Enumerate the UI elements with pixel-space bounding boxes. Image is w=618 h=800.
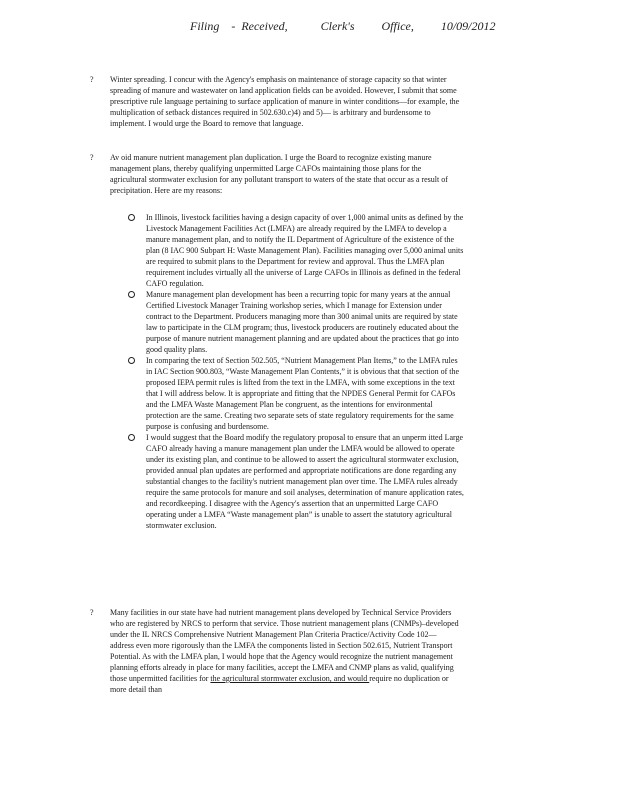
- list-item: [128, 355, 464, 432]
- bullet-marker: ?: [90, 153, 94, 162]
- circle-bullet-icon: [128, 434, 135, 441]
- paragraph-winter-spreading: Winter spreading. I concur with the Agency's emphasis on maintenance of storage capacity so that winter spreading of manure and wastewater on land application fields can be avoided. However, I submit that some prescriptive rule language pertaining to surface application of manure in winter conditions—for example, the multiplication of setback distances required in 502.630.c)4) and 5)— is arbitrary and burdensome to implement. I would urge the Board to remove that language.: [110, 75, 460, 128]
- list-item: [128, 432, 464, 531]
- circle-bullet-icon: [128, 214, 135, 221]
- reason-text: Manure management plan development has been a recurring topic for many years at the annual Certified Livestock Manager Training workshop series, which I manage for Extension under contract to the Department. Producers managing more than 300 animal units are required by state law to participate in the CLM program; thus, livestock producers are routinely educated about the purpose of manure nutrient management planning and are updated about the practices that go into good quality plans.: [146, 290, 459, 354]
- tsp-text-end: require no duplication or more detail than: [110, 674, 449, 694]
- list-item: [128, 289, 464, 355]
- circle-bullet-icon: [128, 357, 135, 364]
- paragraph-plan-duplication: Av oid manure nutrient management plan duplication. I urge the Board to recognize existing manure management plans, thereby qualifying unpermitted Large CAFOs maintaining those plans for the agricultural stormwater exclusion for any pollutant transport to waters of the state that occur as a result of precipitation. Here are my reasons:: [110, 153, 448, 195]
- reason-text: I would suggest that the Board modify the regulatory proposal to ensure that an unperm itted Large CAFO already having a manure management plan under the LMFA would be allowed to operate under its existing plan, and continue to be allowed to assert the agricultural stormwater exclusion, provided annual plan updates are performed and appropriate notifications are done regarding any substantial changes to the facility's nutrient management plan over time. The LMFA rules already require the same protocols for manure and soil analyses, determination of manure application rates, and recordkeeping. I disagree with the Agency's assertion that an unpermitted Large CAFO operating under a LMFA “Waste management plan” is unable to assert the statutory agricultural stormwater exclusion.: [146, 433, 464, 530]
- reasons-list: [128, 212, 464, 531]
- reason-text: In comparing the text of Section 502.505, “Nutrient Management Plan Items,” to the LMFA rules in IAC Section 900.803, “Waste Management Plan Contents,” it is obvious that that section of the proposed IEPA permit rules is lifted from the text in the LMFA, with some exceptions in the text that I will address below. It is appropriate and fitting that the NPDES General Permit for CAFOs and the LMFA Waste Management Plan be congruent, as the intentions for environmental protection are the same. Creating two separate sets of state regulatory requirements for the same purpose is confusing and burdensome.: [146, 356, 460, 431]
- circle-bullet-icon: [128, 291, 135, 298]
- tsp-text-underlined: the agricultural stormwater exclusion, and would: [210, 674, 370, 683]
- reason-text: In Illinois, livestock facilities having a design capacity of over 1,000 animal units as defined by the Livestock Management Facilities Act (LMFA) are already required by the LMFA to develop a manure management plan, and to notify the IL Department of Agriculture of the existence of the plan (8 IAC 900 Subpart H: Waste Management Plan). Facilities managing over 5,000 animal units are required to submit plans to the Department for review and approval. Thus the LMFA plan requirement includes virtually all the universe of Large CAFOs in Illinois as defined in the federal CAFO regulation.: [146, 213, 464, 288]
- list-item: [128, 212, 464, 289]
- bullet-marker: ?: [90, 75, 94, 84]
- filing-header: Filing - Received, Clerk's Office, 10/09/2012: [190, 19, 496, 33]
- tsp-text-main: Many facilities in our state have had nutrient management plans developed by Technical Service Providers who are registered by NRCS to perform that service. Those nutrient management plans (CNMPs)–developed under the IL NRCS Comprehensive Nutrient Management Plan Criteria Practice/Activity Code 102—address even more rigorously than the LMFA the components listed in Section 502.615, Nutrient Transport Potential. As with the LMFA plan, I would hope that the Agency would recognize the nutrient management planning efforts already in place for many facilities, accept the LMFA and CNMP plans as valid, qualifying those unpermitted facilities for: [110, 608, 459, 683]
- paragraph-technical-service-providers: [110, 607, 460, 695]
- bullet-marker: ?: [90, 608, 94, 617]
